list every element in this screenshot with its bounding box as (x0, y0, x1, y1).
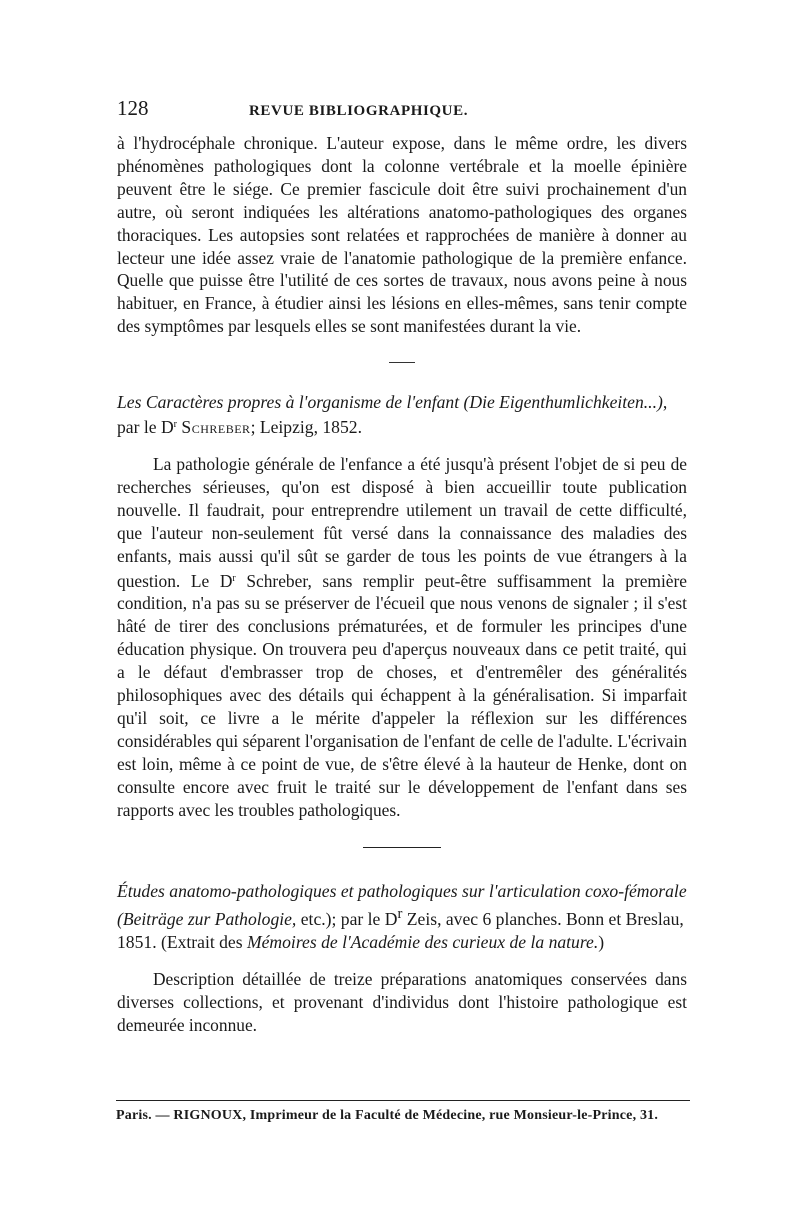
printer-imprint: Paris. — RIGNOUX, Imprimeur de la Faculté de Médecine, rue Monsieur-le-Prince, 31. (116, 1108, 659, 1123)
review2-title-sup: r (397, 906, 403, 923)
review-title-sup: r (173, 419, 178, 431)
review-body-sup: r (232, 572, 236, 584)
review2-title-mid2: , avec 6 planches. Bonn et Breslau, 1851. (Extrait des (117, 909, 684, 953)
review-body-part1: La pathologie générale de l'enfance a été jusqu'à présent l'objet de si peu de recherches sérieuses, qu'on est disposé à bien accueillir toute publication nouvelle. Il faudrait, pour entreprendre utilement un travail de cette difficulté, que l'auteur non-seulement fût versé dans la connaissance des maladies des enfants, mais aussi qu'il sût se garder de tous les points de vue étrangers à la question. Le D (117, 453, 687, 591)
paragraph-continued: à l'hydrocéphale chronique. L'auteur expose, dans le même ordre, les divers phénomènes pathologiques dont la colonne vertébrale et la moelle épinière peuvent être le siége. Ce premier fascicule doit être suivi prochainement d'un autre, où seront indiquées les altérations anatomo-pathologiques des organes thoraciques. Les autopsies sont relatées et rapprochées de manière à donner au lecteur une idée assez vraie de l'anatomie pathologique de la première enfance. Quelle que puisse être l'utilité de ces sortes de travaux, nous avons peine à nous habituer, en France, à étudier ainsi les lésions en elles-mêmes, sans tenir compte des symptômes par lesquels elles se sont manifestées durant la vie. (117, 133, 687, 337)
review2-author: Zeis (406, 909, 438, 930)
section-ornament (389, 362, 415, 364)
review-heading-schreber (117, 391, 687, 439)
review2-title-italic: Études anatomo-pathologiques et pathologiques sur l'articulation coxo-fémorale (Beiträge zur Pathologie, (117, 881, 687, 930)
section-rule (363, 847, 441, 849)
review-title-prefix: , par le D (117, 392, 668, 438)
review-body-schreber (117, 453, 687, 822)
review-title-italic: Les Caractères propres à l'organisme de l'enfant (Die Eigenthumlichkeiten...) (117, 392, 663, 413)
review2-title-close: ) (598, 932, 605, 953)
running-head (117, 96, 687, 126)
review-author: Schreber (181, 417, 251, 438)
review2-title-mid: etc.); par le D (296, 909, 398, 930)
review-body-zeis: Description détaillée de treize préparations anatomiques conservées dans diverses collections, et provenant d'individus dont l'histoire pathologique est demeurée inconnue. (117, 969, 687, 1035)
review-title-suffix: ; Leipzig, 1852. (250, 417, 362, 438)
review-body-part2: Schreber, sans remplir peut-être suffisamment la première condition, n'a pas su se préserver de l'écueil que nous venons de signaler ; il s'est hâté de tirer des conclusions prématurées, et de formuler les principes d'une éducation physique. On trouvera peu d'aperçus nouveaux dans ce petit traité, qui a le défaut d'embrasser trop de choses, et d'entremêler des généralités philosophiques avec des détails qui échappent à la généralisation. Si imparfait qu'il soit, ce livre a le mérite d'appeler la réflexion sur les différences considérables qui séparent l'organisation de l'enfant de celle de l'adulte. L'écrivain est loin, même à ce point de vue, de s'être élevé à la hauteur de Henke, dont on consulte encore avec fruit le traité sur le développement de l'enfant dans ses rapports avec les troubles pathologiques. (117, 570, 688, 820)
review2-source: Mémoires de l'Académie des curieux de la nature. (246, 932, 599, 953)
review-heading-zeis (117, 880, 687, 954)
running-title: REVUE BIBLIOGRAPHIQUE. (249, 103, 469, 119)
imprint-rule (116, 1100, 690, 1101)
page-number: 128 (117, 96, 149, 120)
